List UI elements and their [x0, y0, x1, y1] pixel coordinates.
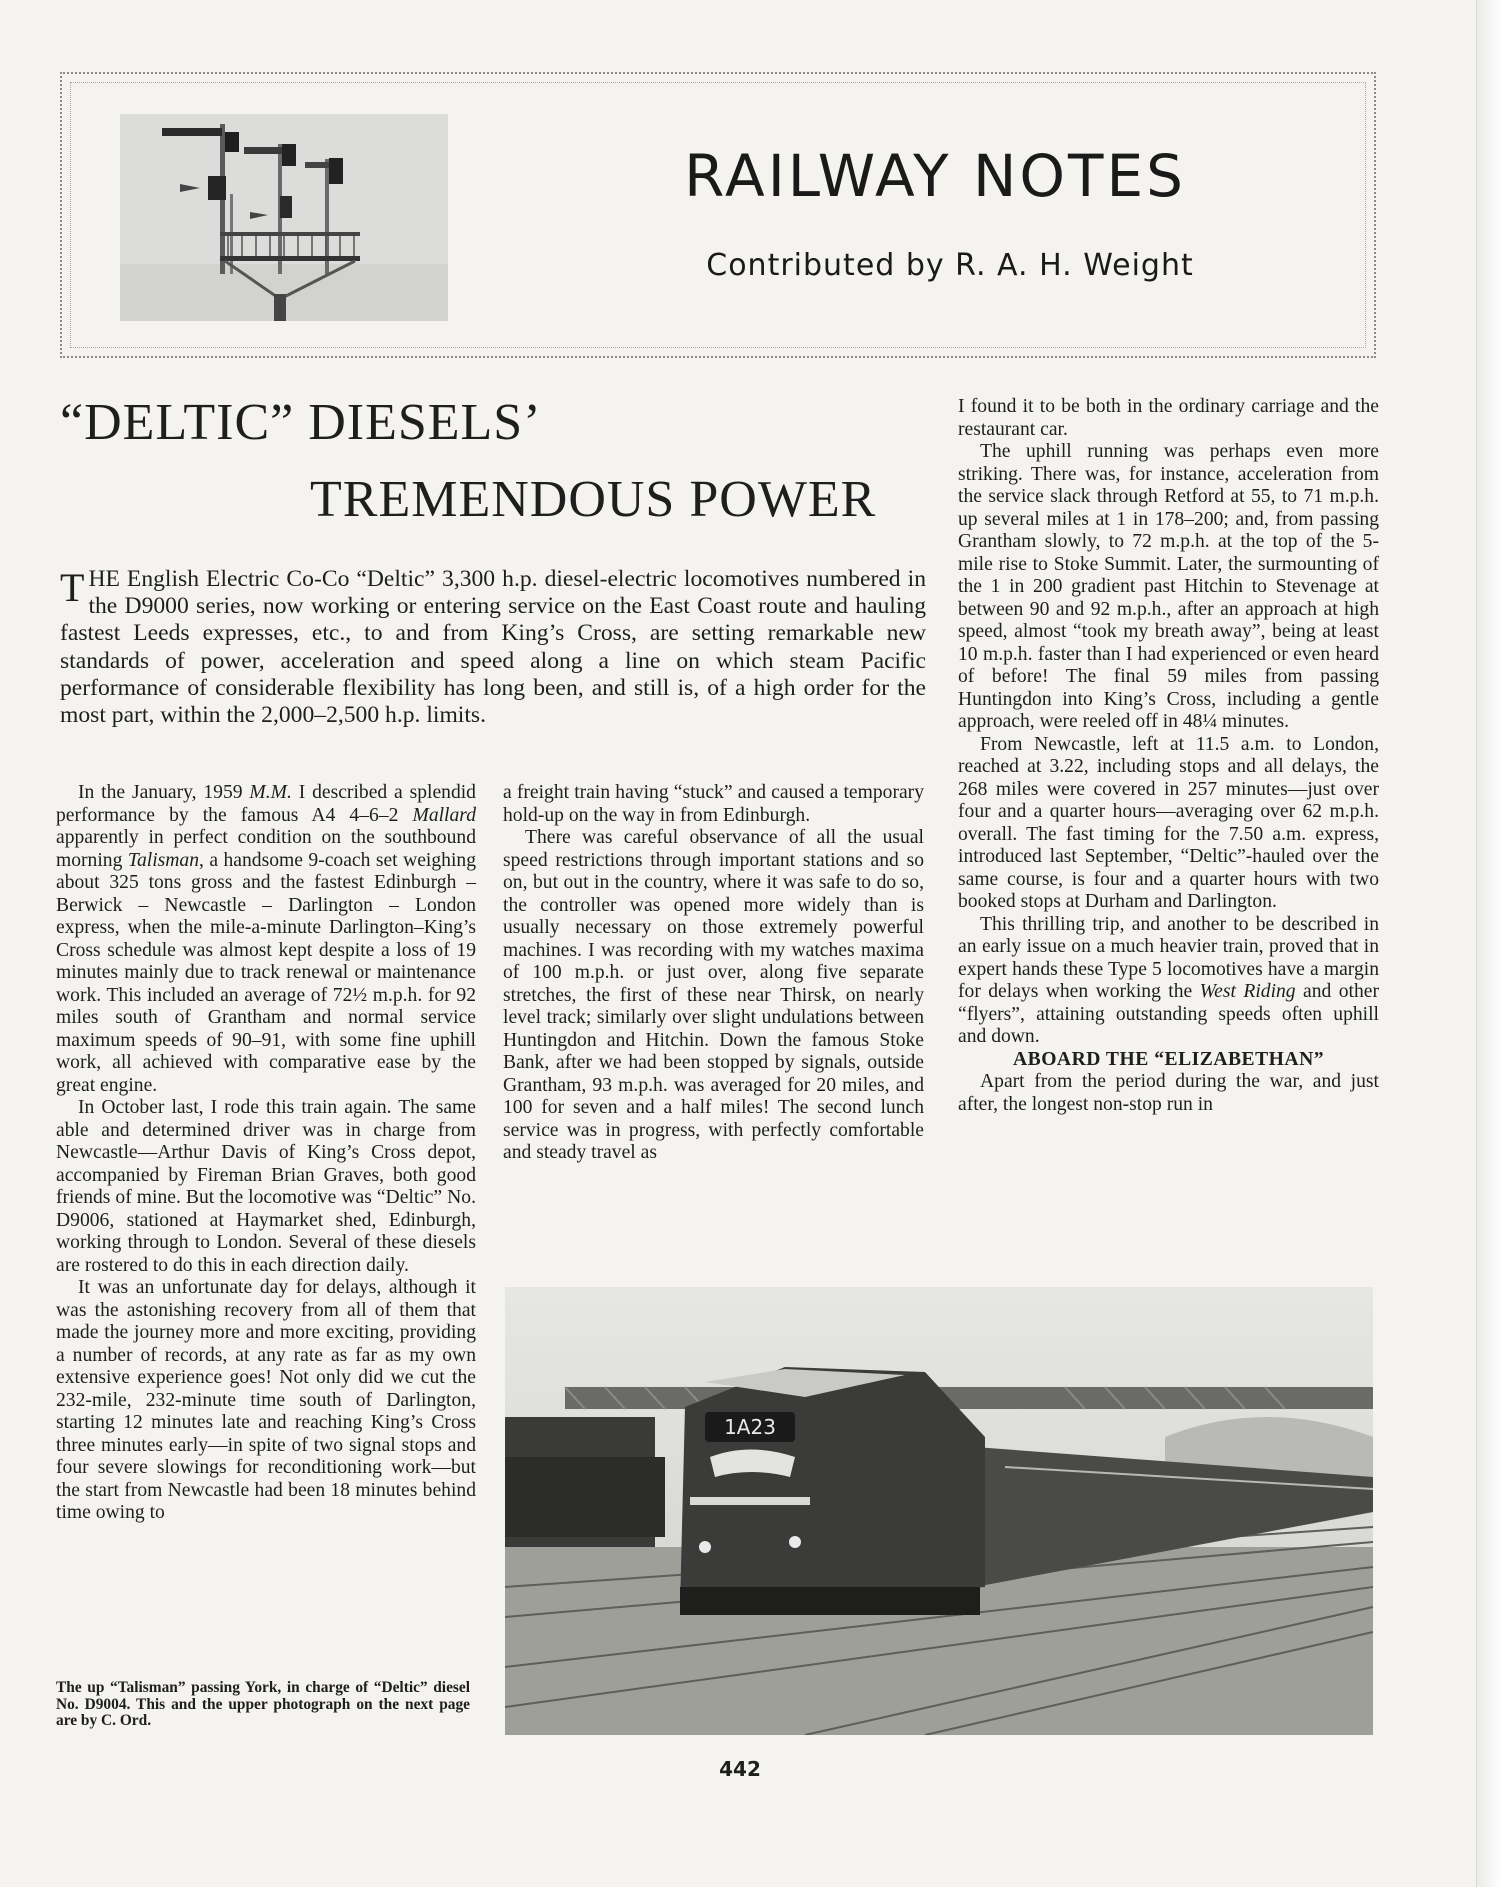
page-edge	[1476, 0, 1501, 1887]
text-run-italic: Mallard	[412, 804, 476, 826]
page-number: 442	[719, 1757, 761, 1781]
col1-paragraph-1	[56, 782, 476, 1097]
text-run-italic: West Riding	[1199, 981, 1296, 1002]
col3-paragraph-4	[958, 914, 1379, 1049]
col3-paragraph-5: Apart from the period during the war, and just after, the longest non-stop run in	[958, 1071, 1379, 1115]
deltic-train-photo	[505, 1287, 1373, 1735]
headcode-text: 1A23	[724, 1415, 776, 1439]
byline: Contributed by R. A. H. Weight	[706, 248, 1194, 283]
text-run: This thrilling trip, and another to be described in an early issue on a much heavier train, proved that in expert hands these Type 5 locomotives have a margin for delays when working the	[958, 913, 1379, 1002]
lead-text: HE English Electric Co-Co “Deltic” 3,300 h.p. diesel-electric locomotives numbered in the D9000 series, now working or entering service on the East Coast route and hauling fastest Leeds expresses, etc., to and from King’s Cross, are setting remarkable new standards of power, acceleration and speed along a line on which steam Pacific performance of considerable flexibility has long been, and still is, of a high order for the most part, within the 2,000–2,500 h.p. limits.	[60, 566, 926, 729]
col2-paragraph-2: There was careful observance of all the usual speed restrictions through important stations and so on, but out in the country, where it was safe to do so, the controller was opened more widely than is usually necessary on those extremely powerful machines. I was recording with my watches maxima of 100 m.p.h. or just over, along five separate stretches, the first of these near Thirsk, on nearly level track; similarly over slight undulations between Huntingdon and Hitchin. Down the famous Stoke Bank, after we had been stopped by signals, outside Grantham, 93 m.p.h. was averaged for 20 miles, and 100 for seven and a half miles! The second lunch service was in progress, with perfectly comfortable and steady travel as	[503, 827, 924, 1163]
lead-paragraph	[60, 566, 926, 729]
page-title: RAILWAY NOTES	[684, 142, 1186, 210]
article-column-3	[958, 396, 1379, 1116]
col1-paragraph-3: It was an unfortunate day for delays, although it was the astonishing recovery from all of them that made the journey more and more exciting, providing a number of records, at any rate as far as my own extensive experience goes! Not only did we cut the 232-mile, 232-minute time south of Darlington, starting 12 minutes late and reaching King’s Cross three minutes early—in spite of two signal stops and four severe slowings for reconditioning work—but the start from Newcastle had been 18 minutes behind time owing to	[56, 1277, 476, 1523]
col1-paragraph-2: In October last, I rode this train again. The same able and determined driver was in charge from Newcastle—Arthur Davis of King’s Cross depot, accompanied by Fireman Brian Graves, both good friends of mine. But the locomotive was “Deltic” No. D9006, stationed at Haymarket shed, Edinburgh, working through to London. Several of these diesels are rostered to do this in each direction daily.	[56, 1097, 476, 1276]
signal-gantry-photo	[120, 114, 448, 321]
col3-paragraph-1: I found it to be both in the ordinary carriage and the restaurant car.	[958, 396, 1379, 440]
article-column-1	[56, 782, 476, 1525]
text-run: , a handsome 9-coach set weighing about 325 tons gross and the fastest Edinburgh – Berwick – Newcastle – Darlington – London express, when the mile-a-minute Darlington–King’s Cross schedule was almost kept despite a loss of 19 minutes mainly due to track renewal or maintenance work. This included an average of 72½ m.p.h. for 92 miles south of Grantham and normal service maximum speeds of 90–91, with some fine uphill work, all achieved with comparative ease by the great engine.	[56, 849, 477, 1096]
drop-cap: T	[60, 565, 85, 610]
section-subheading: ABOARD THE “ELIZABETHAN”	[1012, 1048, 1325, 1070]
text-run-italic: Talisman	[127, 849, 200, 871]
col3-paragraph-2: The uphill running was perhaps even more striking. There was, for instance, acceleration from the service slack through Retford at 55, to 71 m.p.h. up several miles at 1 in 178–200; and, from passing Grantham slowly, to 72 m.p.h. at the top of the 5-mile rise to Stoke Summit. Later, the surmounting of the 1 in 200 gradient past Hitchin to Stevenage at between 90 and 92 m.p.h., after an approach at high speed, almost “took my breath away”, being at least 10 m.p.h. faster than I had experienced or even heard of before! The final 59 miles from passing Huntingdon into King’s Cross, including a gentle approach, were reeled off in 48¼ minutes.	[958, 441, 1379, 732]
photo-caption: The up “Talisman” passing York, in charge of “Deltic” diesel No. D9004. This and the upper photograph on the next page are by C. Ord.	[56, 1679, 470, 1729]
text-run-italic: M.M.	[249, 782, 292, 803]
article-column-2	[503, 782, 924, 1165]
deltic-locomotive-illustration	[505, 1287, 1373, 1735]
text-run: apparently in perfect condition on the southbound morning	[56, 827, 476, 871]
signal-gantry-illustration	[120, 114, 448, 321]
headline-line-2: TREMENDOUS POWER	[310, 471, 877, 528]
text-run: and other “flyers”, attaining outstanding speeds often uphill and down.	[958, 981, 1379, 1047]
headline-line-1: “DELTIC” DIESELS’	[60, 394, 542, 451]
text-run: I described a splendid performance by the famous A4 4–6–2	[56, 782, 476, 826]
col2-paragraph-1: a freight train having “stuck” and caused a temporary hold-up on the way in from Edinburgh.	[503, 782, 924, 826]
text-run: In the January, 1959	[78, 782, 250, 803]
col3-paragraph-3: From Newcastle, left at 11.5 a.m. to London, reached at 3.22, including stops and all delays, the 268 miles were covered in 257 minutes—just over four and a quarter hours—averaging over 62 m.p.h. overall. The fast timing for the 7.50 a.m. express, introduced last September, “Deltic”-hauled over the same course, is four and a quarter hours with two booked stops at Durham and Darlington.	[958, 733, 1379, 912]
